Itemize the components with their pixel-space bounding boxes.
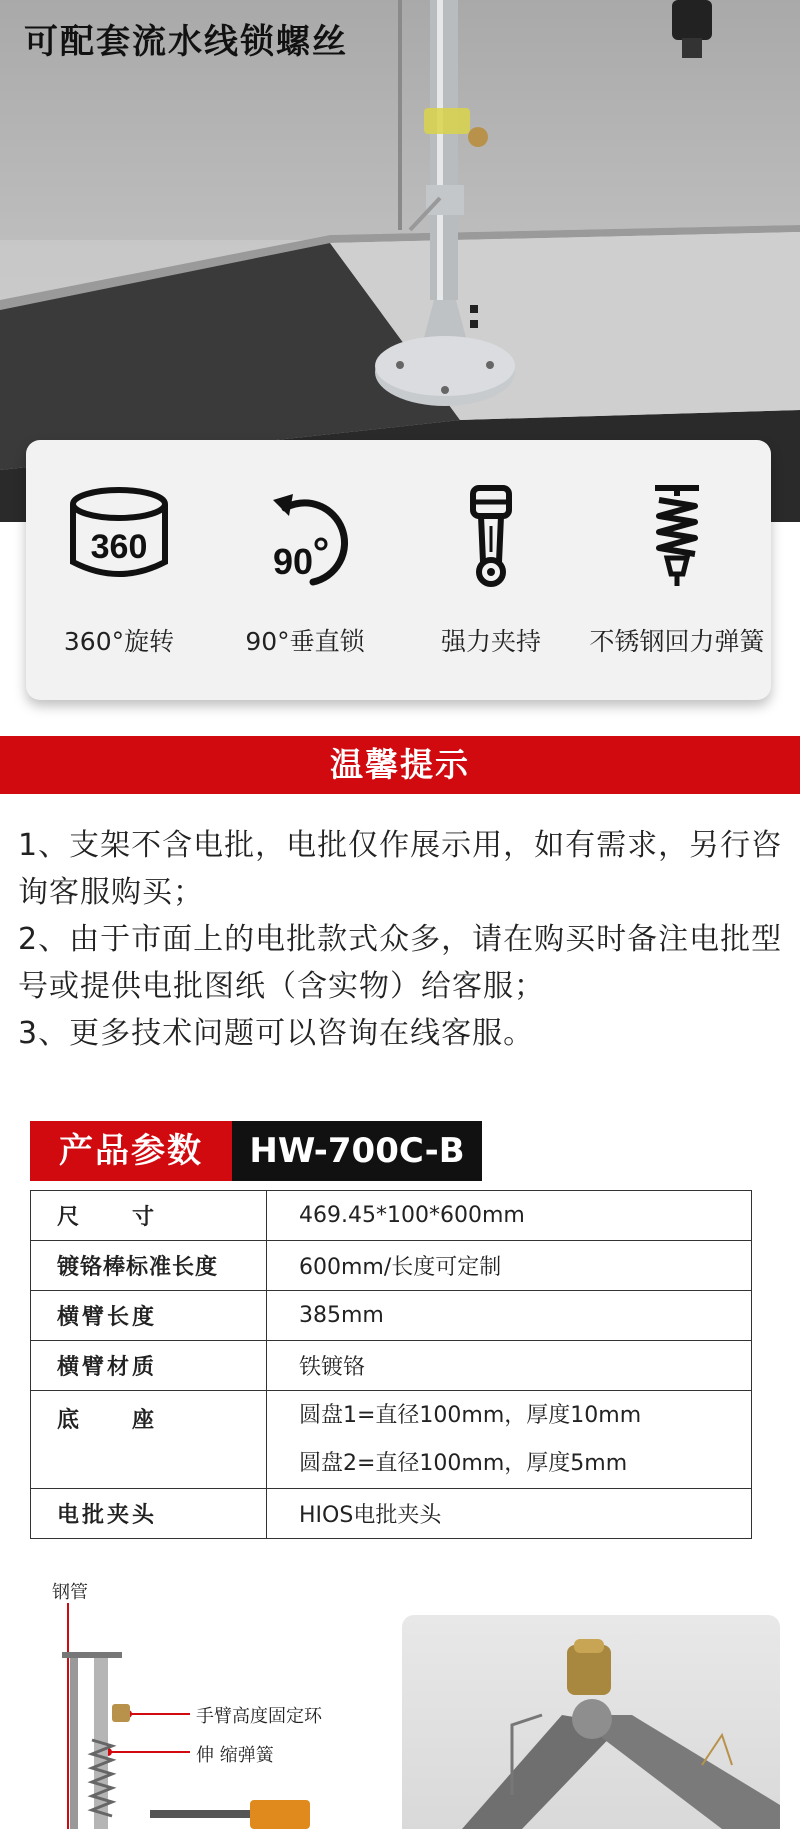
feature-lock-90 <box>212 440 398 700</box>
tip-item: 1、支架不含电批，电批仅作展示用，如有需求，另行咨询客服购买； <box>18 828 783 910</box>
tip-item: 2、由于市面上的电批款式众多，请在购买时备注电批型号或提供电批图纸（含实物）给客服； <box>18 922 783 1004</box>
spring-icon <box>617 482 737 592</box>
params-title: 产品参数 <box>30 1121 232 1181</box>
tips-content <box>18 822 786 1057</box>
feature-card <box>26 440 771 700</box>
label-spring: 伸 缩弹簧 <box>196 1745 274 1766</box>
closeup-photo <box>402 1615 780 1829</box>
clamp-icon <box>431 482 551 592</box>
feature-clamp <box>398 440 584 700</box>
table-row <box>31 1241 752 1291</box>
table-row <box>31 1191 752 1241</box>
feature-label-clamp: 强力夹持 <box>440 627 541 656</box>
hero-title: 可配套流水线锁螺丝 <box>24 22 348 62</box>
param-key: 横臂长度 <box>31 1291 267 1341</box>
param-value: 铁镀铬 <box>267 1341 752 1391</box>
param-value: 600mm/长度可定制 <box>267 1241 752 1291</box>
feature-rotate-360 <box>26 440 212 700</box>
svg-text:90: 90 <box>272 541 314 582</box>
param-value <box>267 1391 752 1489</box>
lock-90-icon <box>245 482 365 592</box>
tip-item: 3、更多技术问题可以咨询在线客服。 <box>18 1016 535 1051</box>
params-header <box>30 1121 482 1181</box>
rotate-360-icon <box>59 482 179 592</box>
param-key: 镀铬棒标准长度 <box>31 1241 267 1291</box>
param-key: 尺 寸 <box>31 1191 267 1241</box>
feature-label-lock: 90°垂直锁 <box>245 627 365 656</box>
param-value: HIOS电批夹头 <box>267 1489 752 1539</box>
params-model: HW-700C-B <box>232 1121 482 1181</box>
table-row <box>31 1341 752 1391</box>
param-value-line: 圆盘1=直径100mm，厚度10mm <box>299 1402 642 1428</box>
table-row <box>31 1391 752 1489</box>
param-value: 385mm <box>267 1291 752 1341</box>
param-key: 底 座 <box>31 1391 267 1489</box>
params-table <box>30 1190 752 1539</box>
table-row <box>31 1489 752 1539</box>
param-key: 横臂材质 <box>31 1341 267 1391</box>
feature-spring <box>584 440 770 700</box>
table-row <box>31 1291 752 1341</box>
clamp-closeup-image <box>402 1615 780 1829</box>
tips-header: 温馨提示 <box>0 736 800 794</box>
param-key: 电批夹头 <box>31 1489 267 1539</box>
label-fix-ring: 手臂高度固定环 <box>196 1706 322 1727</box>
param-value: 469.45*100*600mm <box>267 1191 752 1241</box>
label-steel-tube: 钢管 <box>52 1582 88 1603</box>
param-value-line: 圆盘2=直径100mm，厚度5mm <box>299 1450 628 1476</box>
svg-text:360: 360 <box>90 528 148 566</box>
feature-label-spring: 不锈钢回力弹簧 <box>589 627 765 656</box>
feature-label-rotate: 360°旋转 <box>63 627 175 656</box>
